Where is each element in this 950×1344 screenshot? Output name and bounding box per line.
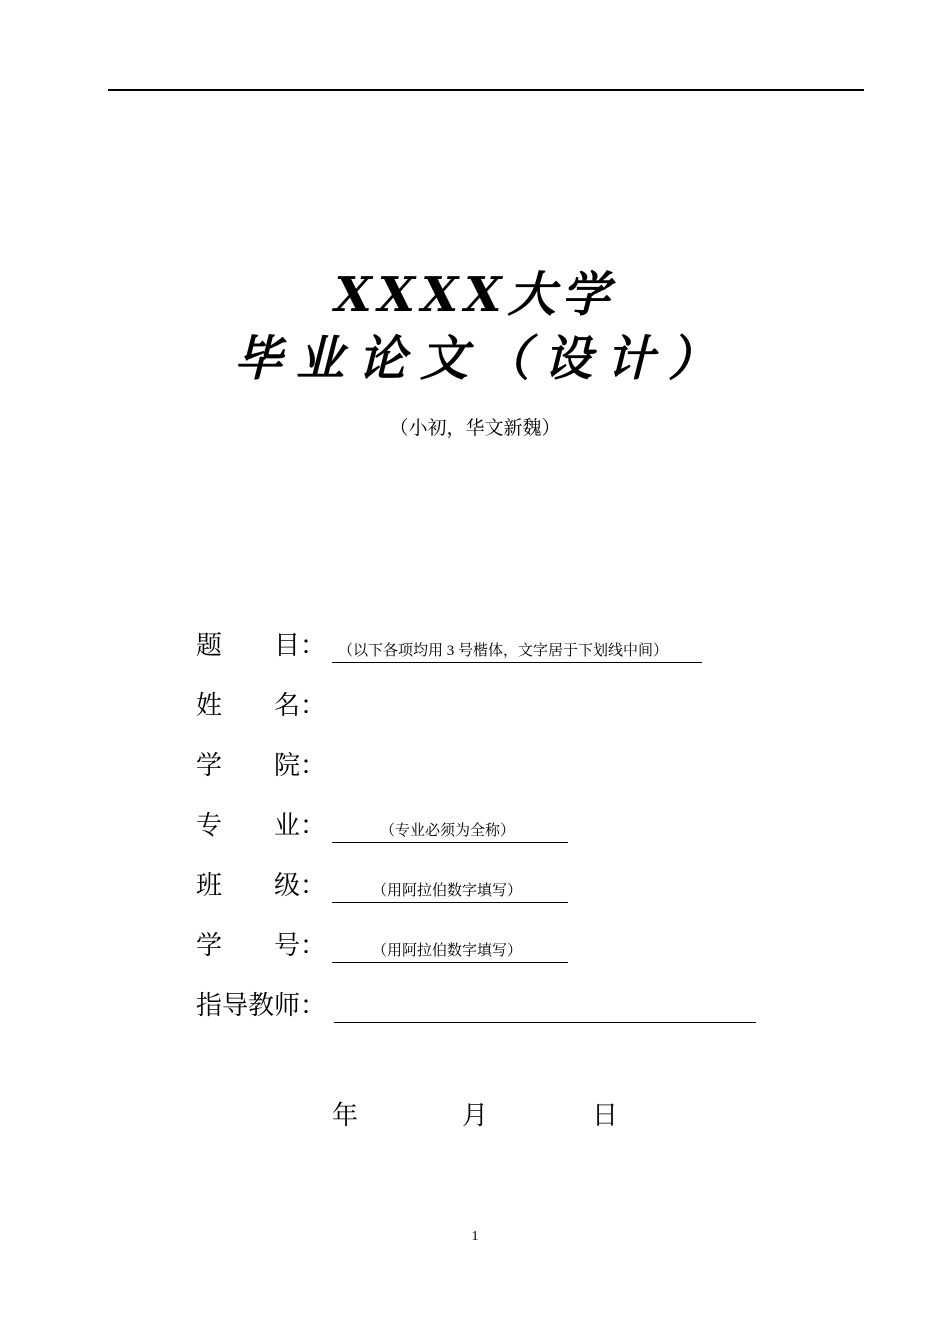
field-input-student-id[interactable] bbox=[332, 936, 568, 963]
field-row-major bbox=[196, 783, 806, 843]
field-label-name: 姓 名： bbox=[196, 691, 327, 720]
form-fields bbox=[196, 603, 806, 1023]
field-input-name[interactable] bbox=[332, 697, 806, 723]
field-hint-class: （用阿拉伯数字填写） bbox=[372, 883, 523, 899]
field-input-advisor[interactable] bbox=[334, 996, 756, 1023]
title-font-note: （小初，华文新魏） bbox=[389, 417, 561, 439]
field-label-student-id: 学 号： bbox=[196, 931, 327, 960]
field-row-student-id bbox=[196, 903, 806, 963]
field-row-name bbox=[196, 663, 806, 723]
document-type-title: 毕业论文（设计） bbox=[233, 331, 730, 387]
field-label-advisor: 指导教师： bbox=[196, 991, 327, 1020]
date-line: 年 月 日 bbox=[331, 1101, 618, 1130]
title-block bbox=[0, 265, 950, 440]
field-label-class: 班 级： bbox=[196, 871, 327, 900]
field-label-college: 学 院： bbox=[196, 751, 327, 780]
field-hint-major: （专业必须为全称） bbox=[380, 823, 516, 839]
field-row-advisor bbox=[196, 963, 806, 1023]
field-input-title[interactable] bbox=[332, 636, 702, 663]
header-rule bbox=[108, 89, 864, 91]
field-input-college[interactable] bbox=[332, 757, 806, 783]
field-row-college bbox=[196, 723, 806, 783]
field-row-class bbox=[196, 843, 806, 903]
page-number: 1 bbox=[471, 1229, 479, 1244]
field-row-title bbox=[196, 603, 806, 663]
field-hint-student-id: （用阿拉伯数字填写） bbox=[372, 943, 523, 959]
field-input-class[interactable] bbox=[332, 876, 568, 903]
university-title: XXXX大学 bbox=[334, 267, 616, 323]
field-label-title: 题 目： bbox=[196, 631, 327, 660]
field-hint-title: （以下各项均用 3 号楷体，文字居于下划线中间） bbox=[338, 643, 669, 659]
field-label-major: 专 业： bbox=[196, 811, 327, 840]
field-input-major[interactable] bbox=[332, 816, 568, 843]
